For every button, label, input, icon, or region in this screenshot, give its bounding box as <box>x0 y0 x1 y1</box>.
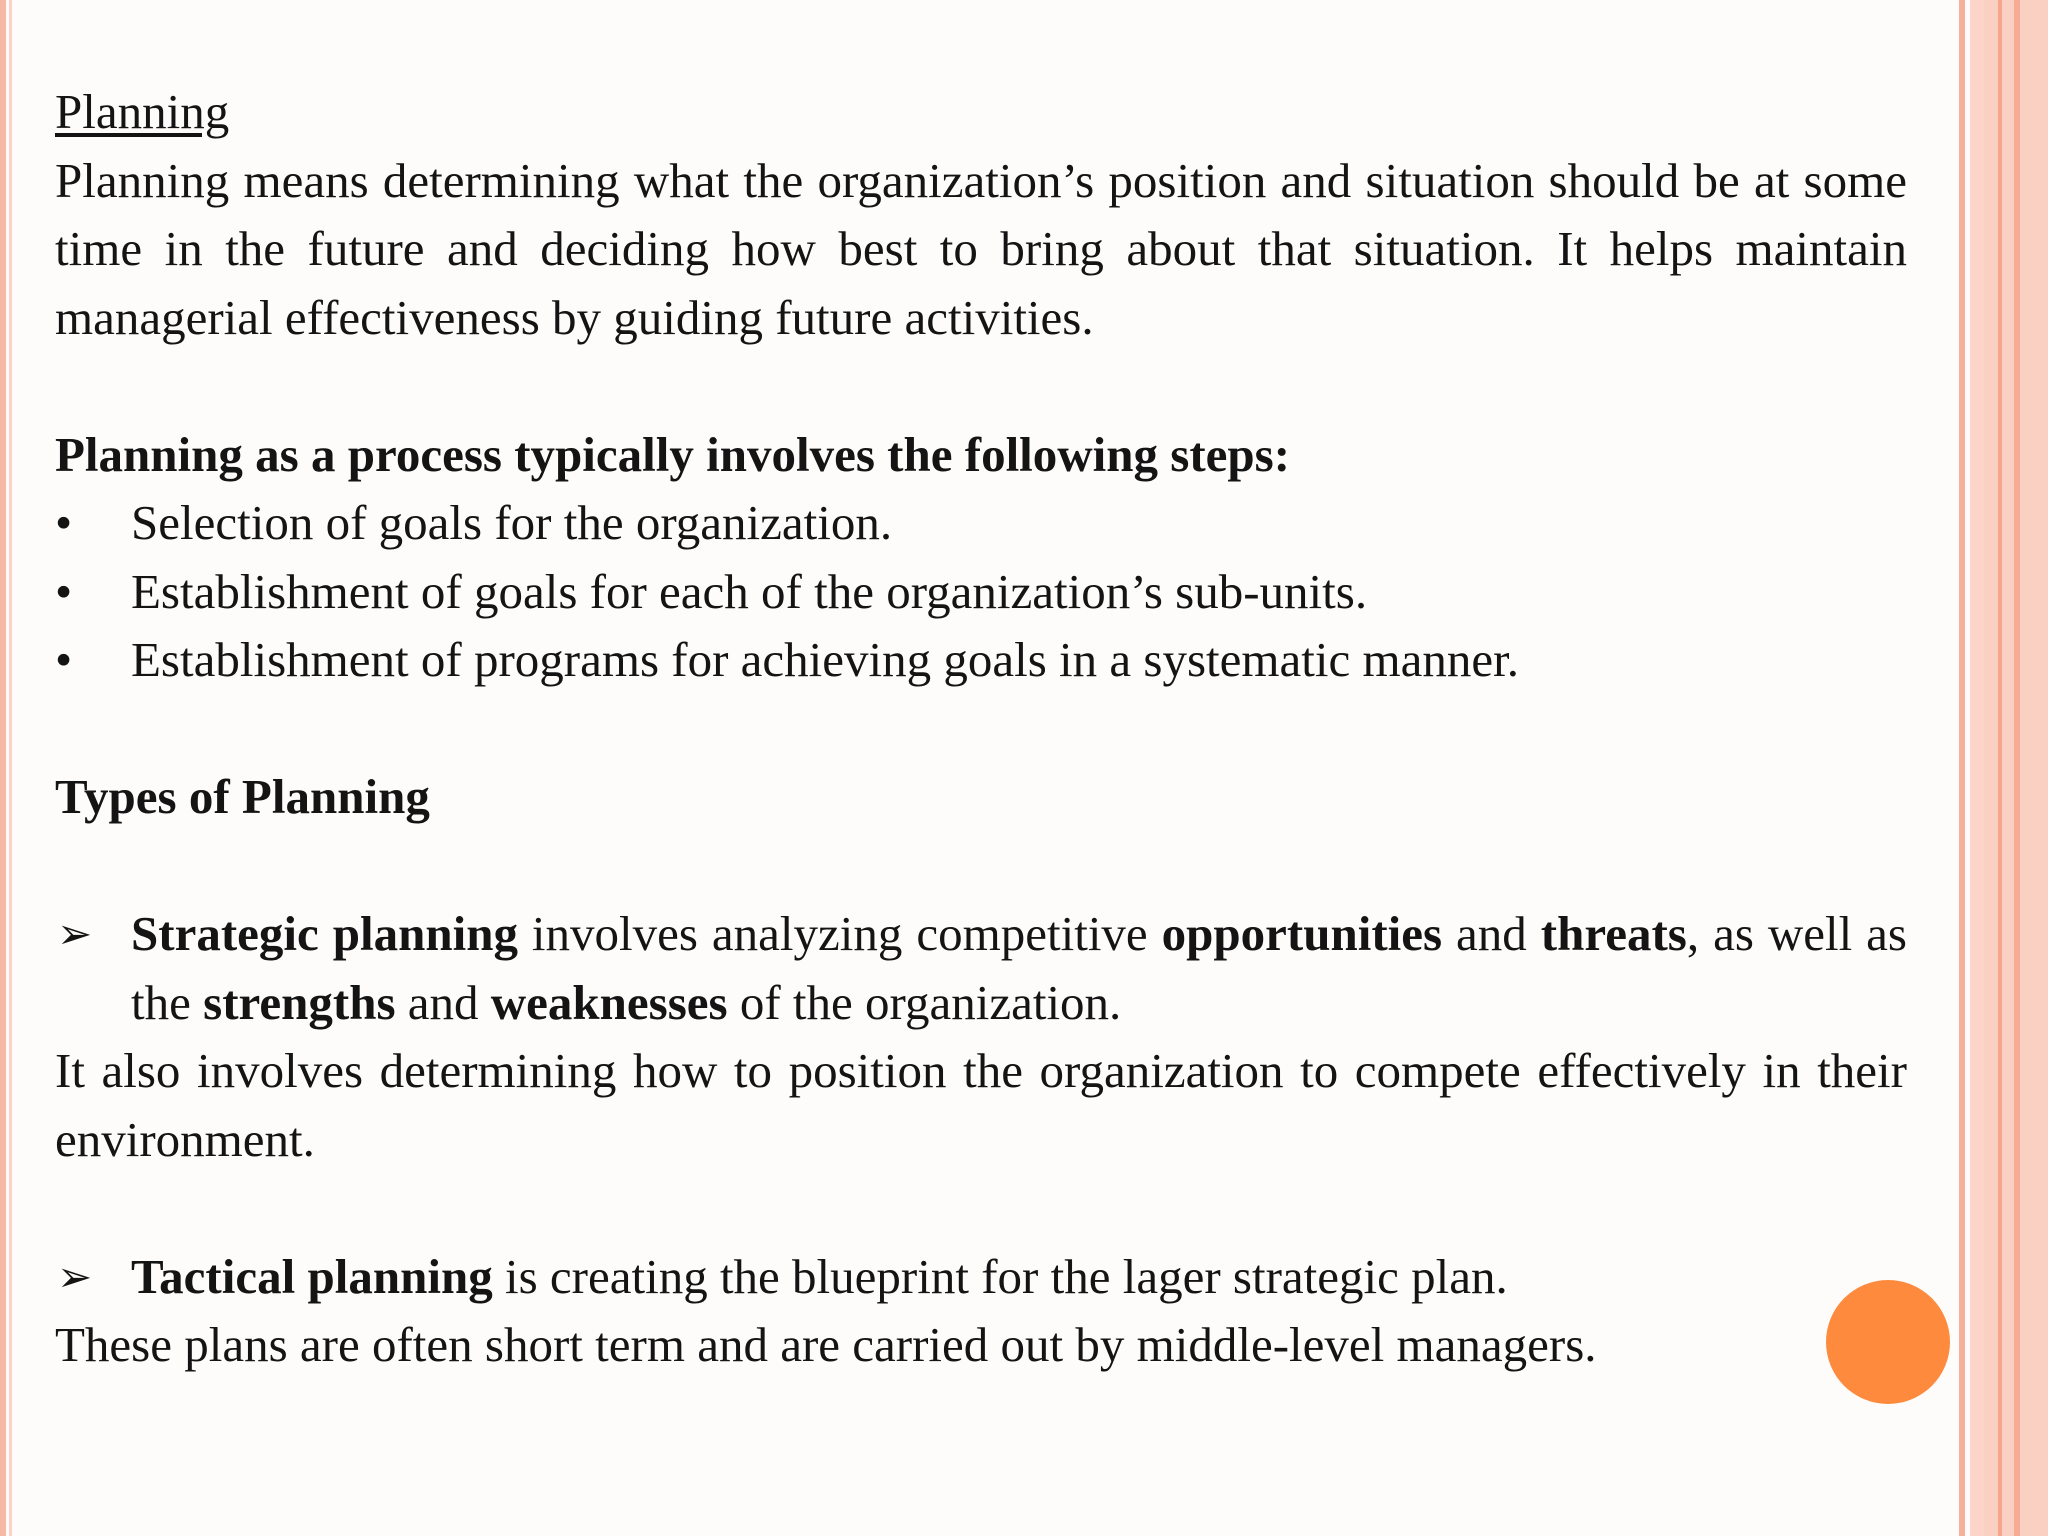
strategic-text: and <box>395 974 491 1030</box>
process-heading: Planning as a process typically involves the following steps: <box>55 426 1291 482</box>
right-border-stripe <box>1998 0 2002 1536</box>
left-border-stripe <box>0 0 6 1536</box>
keyword-strengths: strengths <box>203 974 396 1030</box>
bullet-icon: • <box>55 495 73 550</box>
list-item <box>55 626 1907 695</box>
strategic-followup: It also involves determining how to position the organization to compete effectively in their environment. <box>55 1043 1907 1167</box>
planning-heading-text: Planning <box>55 84 230 139</box>
bullet-icon: • <box>55 563 73 619</box>
right-border-stripe <box>1970 0 1984 1536</box>
step-text: Establishment of goals for each of the organization’s sub-units. <box>131 563 1368 619</box>
strategic-text: of the organization. <box>727 974 1122 1030</box>
planning-heading <box>55 78 1907 147</box>
spacer <box>55 1174 1907 1243</box>
list-item <box>55 558 1907 627</box>
bullet-icon: • <box>55 632 73 687</box>
spacer <box>55 695 1907 764</box>
orange-circle-decoration <box>1826 1280 1950 1404</box>
spacer <box>55 352 1907 421</box>
step-text: Selection of goals for the organization. <box>131 495 893 550</box>
strategic-text: and <box>1442 906 1541 961</box>
arrow-bullet-icon: ➢ <box>57 1251 93 1301</box>
strategic-text: involves analyzing competitive <box>517 906 1162 961</box>
keyword-weaknesses: weaknesses <box>490 974 728 1030</box>
spacer <box>55 832 1907 901</box>
left-border-stripe-thin <box>9 0 12 1536</box>
list-item <box>55 489 1907 558</box>
right-border-stripe <box>1959 0 1965 1536</box>
right-border-stripe <box>2014 0 2020 1536</box>
strategic-text: , as well as the <box>131 906 1908 1030</box>
keyword-threats: threats <box>1540 906 1687 961</box>
tactical-text: is creating the blueprint for the lager strategic plan. <box>492 1248 1508 1304</box>
tactical-term: Tactical planning <box>131 1248 493 1304</box>
planning-definition: Planning means determining what the organization’s position and situation should be at some time in the future and deciding how best to bring about that situation. It helps maintain managerial effectiveness by guiding future activities. <box>55 152 1907 345</box>
step-text: Establishment of programs for achieving goals in a systematic manner. <box>131 632 1519 687</box>
strategic-term: Strategic planning <box>131 906 518 961</box>
types-heading: Types of Planning <box>55 769 430 824</box>
keyword-opportunities: opportunities <box>1161 906 1443 961</box>
strategic-planning-item <box>55 900 1907 1037</box>
tactical-planning-item <box>55 1243 1907 1312</box>
slide-content <box>55 78 1907 1380</box>
arrow-bullet-icon: ➢ <box>57 909 93 958</box>
tactical-followup: These plans are often short term and are carried out by middle-level managers. <box>55 1317 1597 1372</box>
